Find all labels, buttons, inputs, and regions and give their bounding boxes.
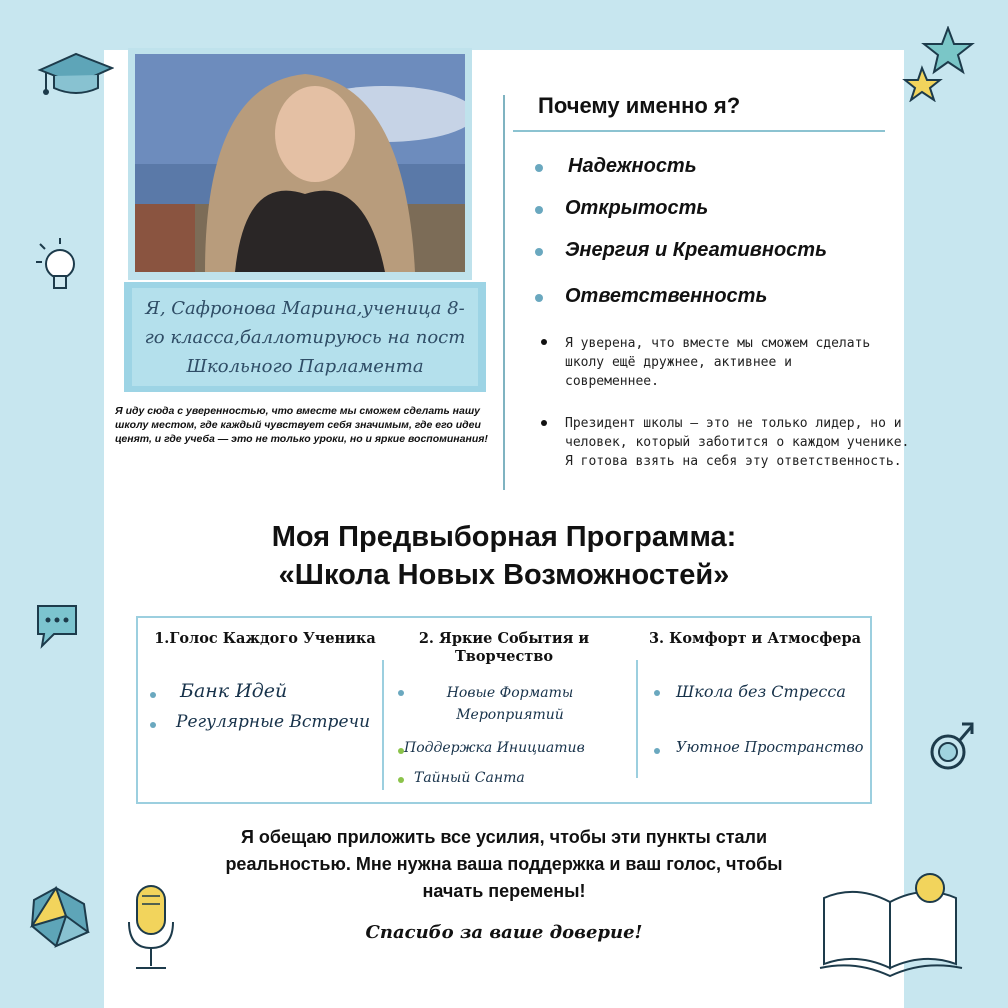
point-text: Я уверена, что вместе мы сможем сделать школу ещё дружнее, активнее и современнее. — [565, 336, 871, 389]
quality-bullet — [535, 294, 543, 302]
program-bullet — [150, 722, 156, 728]
graduation-cap-icon — [36, 48, 114, 100]
vertical-divider — [503, 95, 505, 490]
promise-text: Я обещаю приложить все усилия, чтобы эти пункты стали реальностью. Мне нужна ваша поддержка и ваш голос, чтобы начать перемены! — [225, 827, 783, 901]
quality-item: Надежность — [568, 155, 697, 177]
program-title — [104, 518, 904, 594]
candidate-photo — [135, 54, 465, 272]
point-bullet — [541, 420, 547, 426]
column-heading: 3. Комфорт и Атмосфера — [648, 630, 862, 647]
column-heading: 1.Голос Каждого Ученика — [154, 630, 376, 647]
program-item: Уютное Пространство — [676, 740, 864, 756]
quality-item: Открытость — [565, 197, 709, 219]
thanks-text: Спасибо за ваше доверие! — [365, 922, 643, 943]
column-divider — [636, 660, 638, 778]
program-bullet — [150, 692, 156, 698]
program-bullet — [654, 748, 660, 754]
program-title-line2: «Школа Новых Возможностей» — [278, 559, 730, 591]
program-bullet — [654, 690, 660, 696]
point-bullet — [541, 339, 547, 345]
program-item: Новые Форматы Мероприятий — [446, 685, 574, 723]
star-icon — [902, 26, 978, 102]
program-item: Поддержка Инициатив — [404, 740, 585, 756]
program-item: Школа без Стресса — [676, 682, 846, 701]
quality-bullet — [535, 206, 543, 214]
gender-symbol-icon — [922, 716, 978, 780]
speech-bubble-icon — [32, 600, 82, 652]
program-title-line1: Моя Предвыборная Программа: — [271, 521, 737, 553]
program-item: Тайный Санта — [414, 770, 525, 786]
column-heading: 2. Яркие События и Творчество — [418, 630, 590, 665]
crystal-icon — [26, 882, 96, 952]
quality-bullet — [535, 248, 543, 256]
point-text: Президент школы — это не только лидер, но и человек, который заботится о каждом ученике. Я готова взять на себя эту ответственность. — [565, 416, 910, 469]
quality-bullet — [535, 164, 543, 172]
quality-item: Ответственность — [565, 285, 768, 307]
lightbulb-icon — [30, 236, 82, 302]
why-title: Почему именно я? — [538, 93, 741, 118]
candidate-caption: Я, Сафронова Марина,ученица 8-го класса,баллотируюсь на пост Школьного Парламента — [144, 297, 466, 377]
intro-text: Я иду сюда с уверенностью, что вместе мы сможем сделать нашу школу местом, где каждый чувствует себя значимым, где его идеи ценят, и где учеба — это не только уроки, но и яркие воспоминания! — [115, 405, 488, 445]
program-item: Регулярные Встречи — [176, 712, 371, 732]
program-bullet — [398, 777, 404, 783]
why-underline — [513, 130, 885, 132]
column-divider — [382, 660, 384, 790]
quality-item: Энергия и Креативность — [565, 239, 827, 261]
program-item: Банк Идей — [180, 680, 288, 702]
program-bullet — [398, 690, 404, 696]
